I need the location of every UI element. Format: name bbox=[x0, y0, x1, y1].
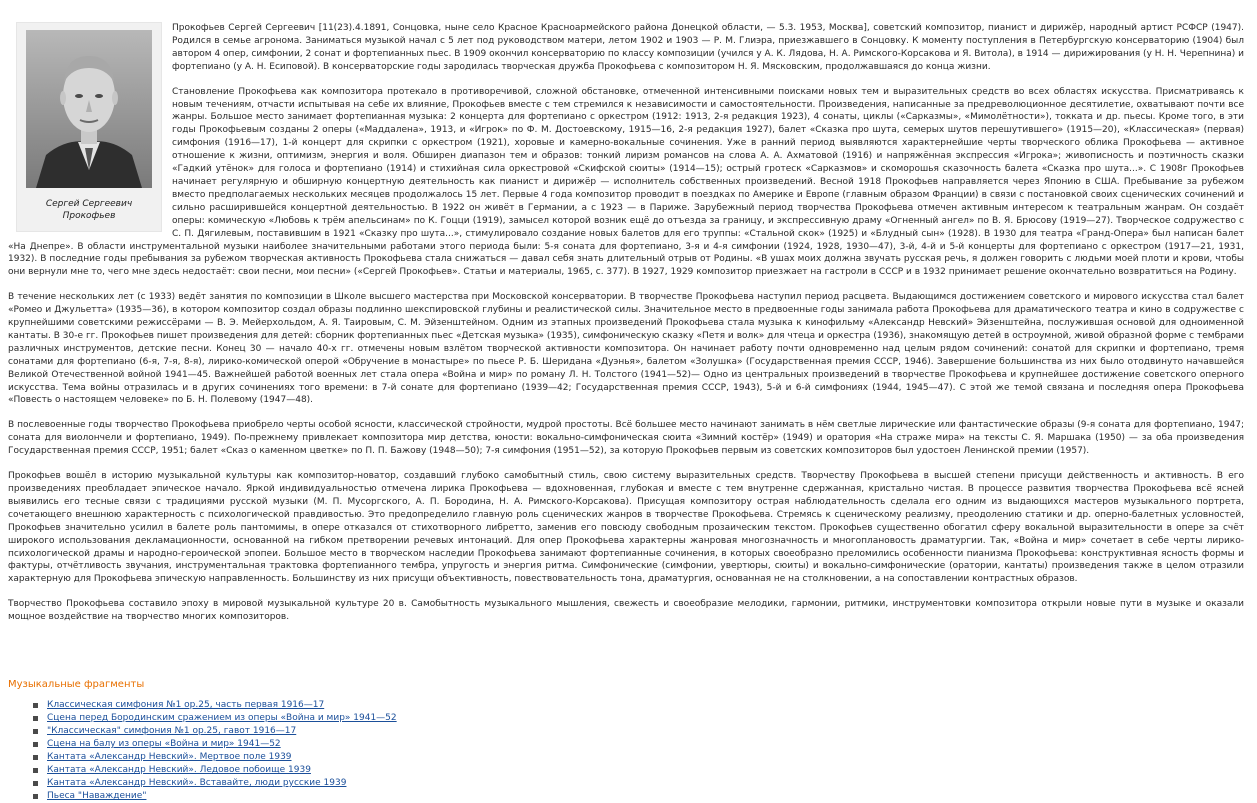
paragraph-6: Творчество Прокофьева составило эпоху в мировой музыкальной культуре 20 в. Самобытность музыкального мышления, свежесть и своеобразие мелодики, гармонии, ритмики, инструментовки композитора открыли новые пути в музыке и оказали мощное воздействие на творчество многих композиторов. bbox=[8, 599, 1244, 623]
paragraph-3: В течение нескольких лет (с 1933) ведёт занятия по композиции в Школе высшего мастерства при Московской консерватории. В творчестве Прокофьева наступил период расцвета. Выдающимся достижением советского и мирового искусства стал балет «Ромео и Джульетта» (1935—36), в котором композитор создал образы подлинно шекспировской глубины и реалистической силы. Значительное место в предвоенные годы занимала работа Прокофьева для драматического театра и кино в содружестве с крупнейшими советскими режиссёрами — В. Э. Мейерхольдом, А. Я. Таировым, С. М. Эйзенштейном. Одним из этапных произведений Прокофьева стала музыка к кинофильму «Александр Невский» Эйзенштейна, послужившая основой для одноименной кантаты. В 30-е гг. Прокофьев пишет произведения для детей: сборник фортепианных пьес «Детская музыка» (1935), симфоническую сказку «Петя и волк» для чтеца и оркестра (1936), знакомящую детей в остроумной, живой образной форме с тембрами различных инструментов, детские песни. Конец 30 — начало 40-х гг. отмечены новым взлётом творческой активности композитора. Он начинает работу почти одновременно над целым рядом сочинений: сонатой для скрипки и фортепиано, тремя сонатами для фортепиано (6-я, 7-я, 8-я), лирико-комической оперой «Обручение в монастыре» по пьесе Р. Б. Шеридана «Дуэнья», балетом «Золушка» (Государственная премия СССР, 1946). Завершение большинства из них было отодвинуто начавшейся Великой Отечественной войной 1941—45. Важнейшей работой военных лет стала опера «Война и мир» по роману Л. Н. Толстого (1941—52)— Одно из центральных произведений в творчестве Прокофьева и крупнейшее достижение советского оперного искусства. Тема войны отразилась и в других сочинениях того времени: в 7-й сонате для фортепиано (1939—42; Государственная премия СССР, 1943), 5-й и 6-й симфониях (1944, 1945—47). С этой же темой связана и последняя опера Прокофьева «Повесть о настоящем человеке» по Б. Н. Полевому (1947—48). bbox=[8, 292, 1244, 406]
list-item bbox=[33, 699, 397, 712]
bullet-icon bbox=[33, 781, 38, 786]
bullet-icon bbox=[33, 742, 38, 747]
fragment-link[interactable]: Пьеса "Наваждение" bbox=[47, 791, 147, 801]
fragment-link[interactable]: Классическая симфония №1 ор.25, часть первая 1916—17 bbox=[47, 700, 325, 710]
list-item bbox=[33, 725, 397, 738]
fragments-heading: Музыкальные фрагменты bbox=[8, 679, 145, 690]
portrait-box bbox=[16, 22, 162, 232]
fragment-link[interactable]: "Классическая" симфония №1 ор.25, гавот 1916—17 bbox=[47, 726, 297, 736]
bullet-icon bbox=[33, 755, 38, 760]
caption-line-2: Прокофьев bbox=[62, 211, 116, 221]
paragraph-5: Прокофьев вошёл в историю музыкальной культуры как композитор-новатор, создавший глубоко самобытный стиль, свою систему выразительных средств. Творчеству Прокофьева в высшей степени присущи действенность и активность. В его произведениях преобладает эпическое начало. Яркой индивидуальностью отмечена лирика Прокофьева — вдохновенная, глубокая и вместе с тем внутренне сдержанная, кристально чистая. В процессе развития творчества Прокофьева всё ясней выявились его тесные связи с традициями русской музыки (М. П. Мусоргского, А. П. Бородина, Н. А. Римского-Корсакова). Присущая композитору острая наблюдательность сделала его одним из выдающихся мастеров музыкального портрета, сочетающего внешнюю характерность с психологической правдивостью. Это предопределило главную роль сценических жанров в творчестве Прокофьева. Стремясь к сценическому реализму, преодолению статики и др. оперно-балетных условностей, Прокофьев значительно усилил в балете роль пантомимы, в опере отказался от стихотворного либретто, заменив его повсюду свободным прозаическим текстом. Прокофьев существенно обогатил сферу вокальной выразительности в опере за счёт широкого использования декламационности, основанной на гибком претворении речевых интонаций. Для опер Прокофьева характерны жанровая многозначность и многоплановость драматургии. Так, «Война и мир» сочетает в себе черты лирико-психологической драмы и народно-героической эпопеи. Большое место в творческом наследии Прокофьева занимают фортепианные сочинения, в которых своеобразно преломились особенности пианизма Прокофьева: конструктивная ясность формы и фактуры, отчётливость звучания, инструментальная трактовка фортепианного тембра, упругость и энергия ритма. Симфонические (симфонии, увертюры, сюиты) и вокально-симфонические (оратории, кантаты) произведения также в целом отразили характерную для Прокофьева эпическую направленность. Большинству из них присущи объективность, повествовательность тона, драматургия, основанная не на столкновении, а на сопоставлении контрастных образов. bbox=[8, 471, 1244, 585]
list-item bbox=[33, 751, 397, 764]
fragment-link[interactable]: Сцена на балу из оперы «Война и мир» 1941—52 bbox=[47, 739, 281, 749]
list-item bbox=[33, 777, 397, 790]
fragment-link[interactable]: Кантата «Александр Невский». Вставайте, люди русские 1939 bbox=[47, 778, 347, 788]
list-item bbox=[33, 764, 397, 777]
bullet-icon bbox=[33, 768, 38, 773]
list-item bbox=[33, 712, 397, 725]
paragraph-2: Становление Прокофьева как композитора протекало в противоречивой, сложной обстановке, отмеченной интенсивными поисками новых тем и выразительных средств во всех областях искусства. Присматриваясь к новым течениям, отчасти испытывая на себе их влияние, Прокофьев вместе с тем стремился к независимости и самостоятельности. Произведения, написанные за предреволюционное десятилетие, охватывают почти все жанры. Большое место занимает фортепианная музыка: 2 концерта для фортепиано с оркестром (1912: 1913, 2-я редакция 1923), 4 сонаты, циклы («Сарказмы», «Мимолётности»), токката и др. пьесы. Кроме того, в эти годы Прокофьевым созданы 2 оперы («Маддалена», 1913, и «Игрок» по Ф. М. Достоевскому, 1915—16, 2-я редакция 1927), балет «Сказка про шута, семерых шутов перешутившего» (1915—20), «Классическая» (первая) симфония (1916—17), 1-й концерт для скрипки с оркестром (1921), хоровые и камерно-вокальные сочинения. Уже в ранний период выявляются характернейшие черты творческого облика Прокофьева — активное отношение к жизни, оптимизм, энергия и воля. Обширен диапазон тем и образов: тонкий лиризм романсов на слова А. А. Ахматовой (1916) и напряжённая экспрессия «Игрока»; живописность и поэтичность сказки «Гадкий утёнок» для голоса и фортепиано (1914) и стихийная сила оркестровой «Скифской сюиты» (1914—15); острый гротеск «Сарказмов» и скоморошья сказочность балета «Сказка про шута...». С 1908г Прокофьев начинает регулярную и обширную концертную деятельность как пианист и дирижёр — исполнитель собственных произведений. Весной 1918 Прокофьев направляется через Японию в США. Пребывание за рубежом вместо предполагаемых нескольких месяцев продолжалось 15 лет. Первые 4 года композитор проводит в поездках по Америке и Европе (главным образом Франции) в связи с постановкой своих сценических сочинений и сильно расширившейся концертной деятельностью. В 1922 он живёт в Германии, а с 1923 — в Париже. Зарубежный период творчества Прокофьева отмечен активным интересом к театральным жанрам. Он создаёт оперы: комическую «Любовь к трём апельсинам» по К. Гоцци (1919), замысел которой возник ещё до отъезда за границу, и экспрессивную драму «Огненный ангел» по В. Я. Брюсову (1919—27). Творческое содружество с С. П. Дягилевым, поставившим в 1921 «Сказку про шута...», стимулировало создание новых балетов для его труппы: «Стальной скок» (1925) и «Блудный сын» (1928). В 1930 для театра «Гранд-Опера» был написан балет «На Днепре». В области инструментальной музыки наиболее значительными работами этого периода были: 5-я соната для фортепиано, 3-я и 4-я симфонии (1924, 1928, 1930—47), 3-й, 4-й и 5-й концерты для фортепиано с оркестром (1917—21, 1931, 1932). В последние годы пребывания за рубежом творческая активность Прокофьева стала снижаться — давал себя знать длительный отрыв от Родины. «В ушах моих должна звучать русская речь, я должен говорить с людьми моей плоти и крови, чтобы они вернули мне то, чего мне здесь недостаёт: свои песни, мои песни» («Сергей Прокофьев». Статьи и материалы, 1965, с. 377). В 1927, 1929 композитор приезжает на гастроли в СССР и в 1932 принимает решение окончательно возвратиться на Родину. bbox=[8, 86, 1244, 278]
list-item bbox=[33, 738, 397, 751]
portrait-caption bbox=[26, 198, 152, 222]
fragment-link[interactable]: Кантата «Александр Невский». Ледовое побоище 1939 bbox=[47, 765, 311, 775]
article bbox=[8, 22, 1244, 636]
fragment-link[interactable]: Сцена перед Бородинским сражением из оперы «Война и мир» 1941—52 bbox=[47, 713, 397, 723]
caption-line-1: Сергей Сергеевич bbox=[45, 199, 133, 209]
bullet-icon bbox=[33, 729, 38, 734]
bullet-icon bbox=[33, 716, 38, 721]
paragraph-4: В послевоенные годы творчество Прокофьева приобрело черты особой ясности, классической стройности, мудрой простоты. Всё большее место начинают занимать в нём светлые лирические или фантастические образы (9-я соната для фортепиано, 1947; соната для виолончели и фортепиано, 1949). По-прежнему привлекает композитора мир детства, юности: вокально-симфоническая сюита «Зимний костёр» (1949) и оратория «На страже мира» на тексты С. Я. Маршака (1950) — за оба произведения Государственная премия СССР, 1951; балет «Сказ о каменном цветке» по П. П. Бажову (1948—50); 7-я симфония (1951—52), за которую Прокофьев первым из советских композиторов был удостоен Ленинской премии (1957). bbox=[8, 420, 1244, 457]
paragraph-1: Прокофьев Сергей Сергеевич [11(23).4.1891, Сонцовка, ныне село Красное Красноармейского района Донецкой области, — 5.3. 1953, Москва], советский композитор, пианист и дирижёр, народный артист РСФСР (1947). Родился в семье агронома. Заниматься музыкой начал с 5 лет под руководством матери, летом 1902 и 1903 — Р. М. Глиэра, приезжавшего в Сонцовку. К моменту поступления в Петербургскую консерваторию (1904) был автором 4 опер, симфонии, 2 сонат и фортепианных пьес. В 1909 окончил консерваторию по классу композиции (учился у А. К. Лядова, Н. А. Римского-Корсакова и Я. Витола), в 1914 — дирижирования (у Н. Н. Черепнина) и фортепиано (у А. Н. Есиповой). В консерваторские годы зародилась творческая дружба Прокофьева с композитором Н. Я. Мясковским, продолжавшаяся до конца жизни. bbox=[172, 23, 1244, 72]
portrait-photo bbox=[26, 30, 152, 188]
list-item bbox=[33, 790, 397, 803]
bullet-icon bbox=[33, 794, 38, 799]
fragment-link[interactable]: Кантата «Александр Невский». Мертвое поле 1939 bbox=[47, 752, 292, 762]
bullet-icon bbox=[33, 703, 38, 708]
fragments-list bbox=[33, 699, 397, 803]
